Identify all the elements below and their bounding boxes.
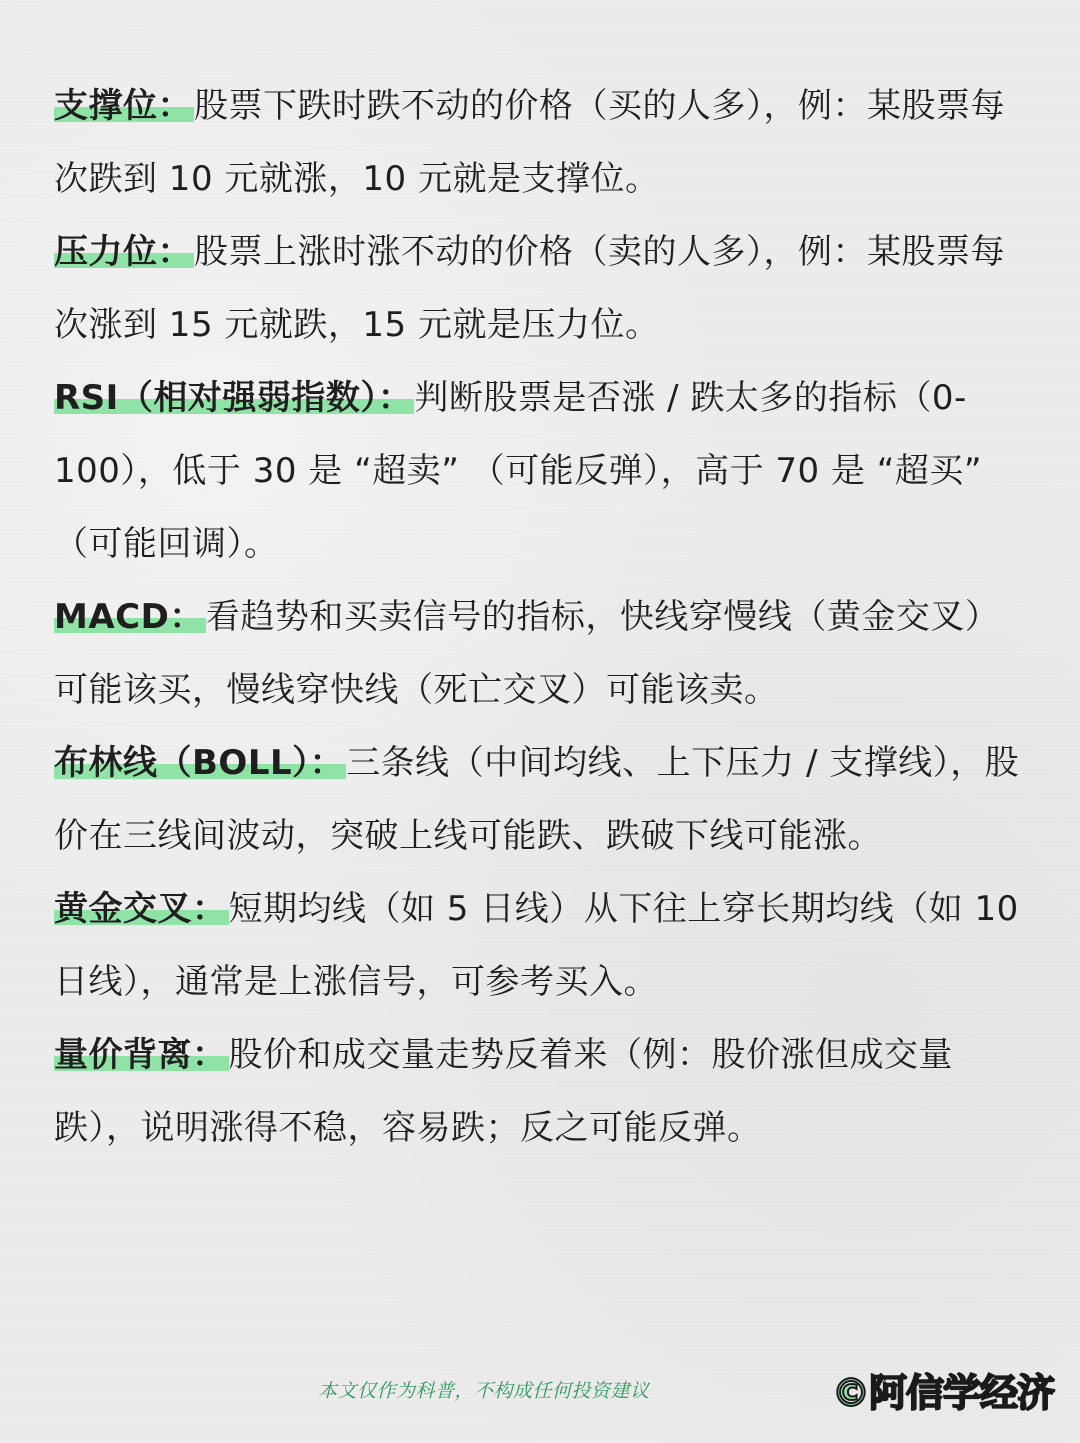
term-label: 量价背离：: [54, 1035, 227, 1075]
term-description: 判断股票是否涨 / 跌太多的指标（0-100），低于 30 是 “超卖” （可能反弹），高于 70 是 “超买” （可能回调）。: [54, 378, 983, 564]
term-description: 股价和成交量走势反着来（例：股价涨但成交量跌），说明涨得不稳，容易跌；反之可能反弹。: [54, 1035, 953, 1148]
term-label: RSI（相对强弱指数）：: [54, 378, 413, 418]
term-label: 黄金交叉：: [54, 889, 227, 929]
term-description: 股票下跌时跌不动的价格（买的人多），例：某股票每次跌到 10 元就涨，10 元就是支撑位。: [54, 86, 1005, 199]
term-label: 支撑位：: [54, 86, 192, 126]
term-description: 短期均线（如 5 日线）从下往上穿长期均线（如 10 日线），通常是上涨信号，可参考买入。: [54, 889, 1019, 1002]
entry-boll: [54, 727, 1029, 873]
term-description: 股票上涨时涨不动的价格（卖的人多），例：某股票每次涨到 15 元就跌，15 元就是压力位。: [54, 232, 1005, 345]
entry-support-level: [54, 70, 1029, 216]
term-label: MACD：: [54, 597, 204, 637]
term-description: 看趋势和买卖信号的指标，快线穿慢线（黄金交叉）可能该买，慢线穿快线（死亡交叉）可能该卖。: [54, 597, 1000, 710]
term-label: 布林线（BOLL）：: [54, 743, 345, 783]
entry-macd: [54, 581, 1029, 727]
disclaimer-text: 本文仅作为科普，不构成任何投资建议: [318, 1380, 650, 1402]
entry-resistance-level: [54, 216, 1029, 362]
term-description: 三条线（中间均线、上下压力 / 支撑线），股价在三线间波动，突破上线可能跌、跌破下线可能涨。: [54, 743, 1020, 856]
entry-golden-cross: [54, 873, 1029, 1019]
footer: [0, 1371, 1080, 1415]
brand-watermark: ©阿信学经济: [831, 1371, 1054, 1415]
entry-rsi: [54, 362, 1029, 581]
entry-volume-price-divergence: [54, 1019, 1029, 1165]
term-label: 压力位：: [54, 232, 192, 272]
glossary: [54, 70, 1029, 1165]
